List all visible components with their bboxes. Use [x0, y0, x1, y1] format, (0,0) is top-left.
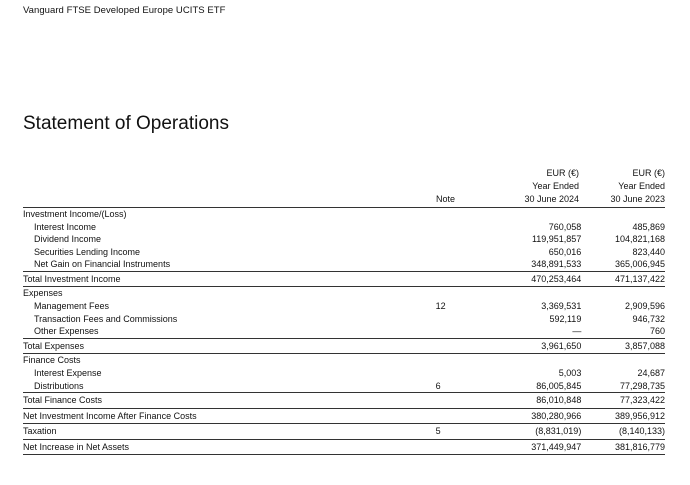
- table-row: [23, 325, 665, 338]
- row-value-2024: 760,058: [548, 221, 582, 232]
- row-value-2023: 381,816,779: [587, 439, 665, 455]
- row-label: Dividend Income: [34, 234, 102, 245]
- table-row: [23, 233, 665, 246]
- col1-date: 30 June 2024: [524, 194, 579, 204]
- row-value-2024: (8,831,019): [498, 424, 587, 440]
- row-value-2024: 650,016: [548, 246, 582, 257]
- table-row: [23, 300, 665, 313]
- row-value-2024: 86,010,848: [498, 393, 587, 409]
- table-row: [23, 258, 665, 271]
- row-value-2024: 470,253,464: [498, 271, 587, 287]
- table-row: [23, 221, 665, 234]
- table-row: [23, 367, 665, 380]
- row-value-2023: 389,956,912: [587, 408, 665, 424]
- row-value-2024: 86,005,845: [536, 380, 582, 391]
- row-label: Transaction Fees and Commissions: [34, 313, 178, 324]
- row-value-2024: 371,449,947: [498, 439, 587, 455]
- col2-currency: EUR (€): [632, 168, 665, 178]
- total-row: [23, 393, 665, 409]
- row-value-2024: 119,951,857: [531, 234, 582, 245]
- row-label: Interest Income: [34, 221, 97, 232]
- row-label: Other Expenses: [34, 326, 99, 337]
- row-label: Interest Expense: [34, 367, 102, 378]
- col2-year-ended: Year Ended: [618, 181, 665, 191]
- row-value-2023: 823,440: [632, 246, 665, 257]
- col1-year-ended: Year Ended: [532, 181, 579, 191]
- row-value-2024: 380,280,966: [498, 408, 587, 424]
- row-label: Distributions: [34, 380, 84, 391]
- table-row: [23, 287, 665, 300]
- investment-income-heading: Investment Income/(Loss): [23, 208, 428, 221]
- total-row: [23, 271, 665, 287]
- page-title: Statement of Operations: [23, 113, 229, 134]
- total-finance-costs-label: Total Finance Costs: [23, 393, 428, 409]
- row-note: 12: [435, 301, 446, 312]
- table-row: [23, 246, 665, 259]
- row-value-2023: 946,732: [632, 313, 665, 324]
- row-value-2023: 471,137,422: [587, 271, 665, 287]
- row-value-2023: 104,821,168: [614, 234, 665, 245]
- table-row: [23, 354, 665, 367]
- row-value-2023: 760: [649, 326, 665, 337]
- row-value-2023: 24,687: [637, 367, 665, 378]
- row-value-2024: 5,003: [558, 367, 582, 378]
- row-value-2023: 3,857,088: [587, 338, 665, 354]
- row-value-2024: 348,891,533: [531, 259, 582, 270]
- total-expenses-label: Total Expenses: [23, 338, 428, 354]
- table-row: [23, 313, 665, 326]
- fund-name-header: Vanguard FTSE Developed Europe UCITS ETF: [23, 5, 226, 16]
- row-value-2023: 485,869: [632, 221, 665, 232]
- row-label: Securities Lending Income: [34, 246, 141, 257]
- expenses-heading: Expenses: [23, 288, 63, 299]
- table-row: [23, 208, 665, 221]
- total-row: [23, 408, 665, 424]
- finance-costs-heading: Finance Costs: [23, 355, 81, 366]
- total-row: [23, 439, 665, 455]
- row-value-2023: (8,140,133): [587, 424, 665, 440]
- row-value-2024: 3,369,531: [541, 301, 582, 312]
- total-row: [23, 338, 665, 354]
- statement-table: [23, 207, 665, 455]
- taxation-label: Taxation: [23, 424, 428, 440]
- row-value-2024: 3,961,650: [498, 338, 587, 354]
- row-value-2023: 77,298,735: [619, 380, 665, 391]
- note-column-header: Note: [436, 194, 456, 204]
- table-row: [23, 380, 665, 393]
- total-investment-income-label: Total Investment Income: [23, 271, 428, 287]
- row-value-2024: 592,119: [549, 313, 582, 324]
- row-label: Management Fees: [34, 301, 110, 312]
- row-note: 5: [428, 424, 498, 440]
- table-row: [23, 424, 665, 440]
- col2-date: 30 June 2023: [610, 194, 665, 204]
- row-value-2023: 365,006,945: [614, 259, 665, 270]
- net-income-after-finance-label: Net Investment Income After Finance Costs: [23, 408, 428, 424]
- row-note: 6: [435, 380, 441, 391]
- col1-currency: EUR (€): [546, 168, 579, 178]
- row-value-2023: 2,909,596: [624, 301, 665, 312]
- row-value-2024: —: [572, 326, 582, 337]
- row-value-2023: 77,323,422: [587, 393, 665, 409]
- net-increase-label: Net Increase in Net Assets: [23, 439, 428, 455]
- row-label: Net Gain on Financial Instruments: [34, 259, 171, 270]
